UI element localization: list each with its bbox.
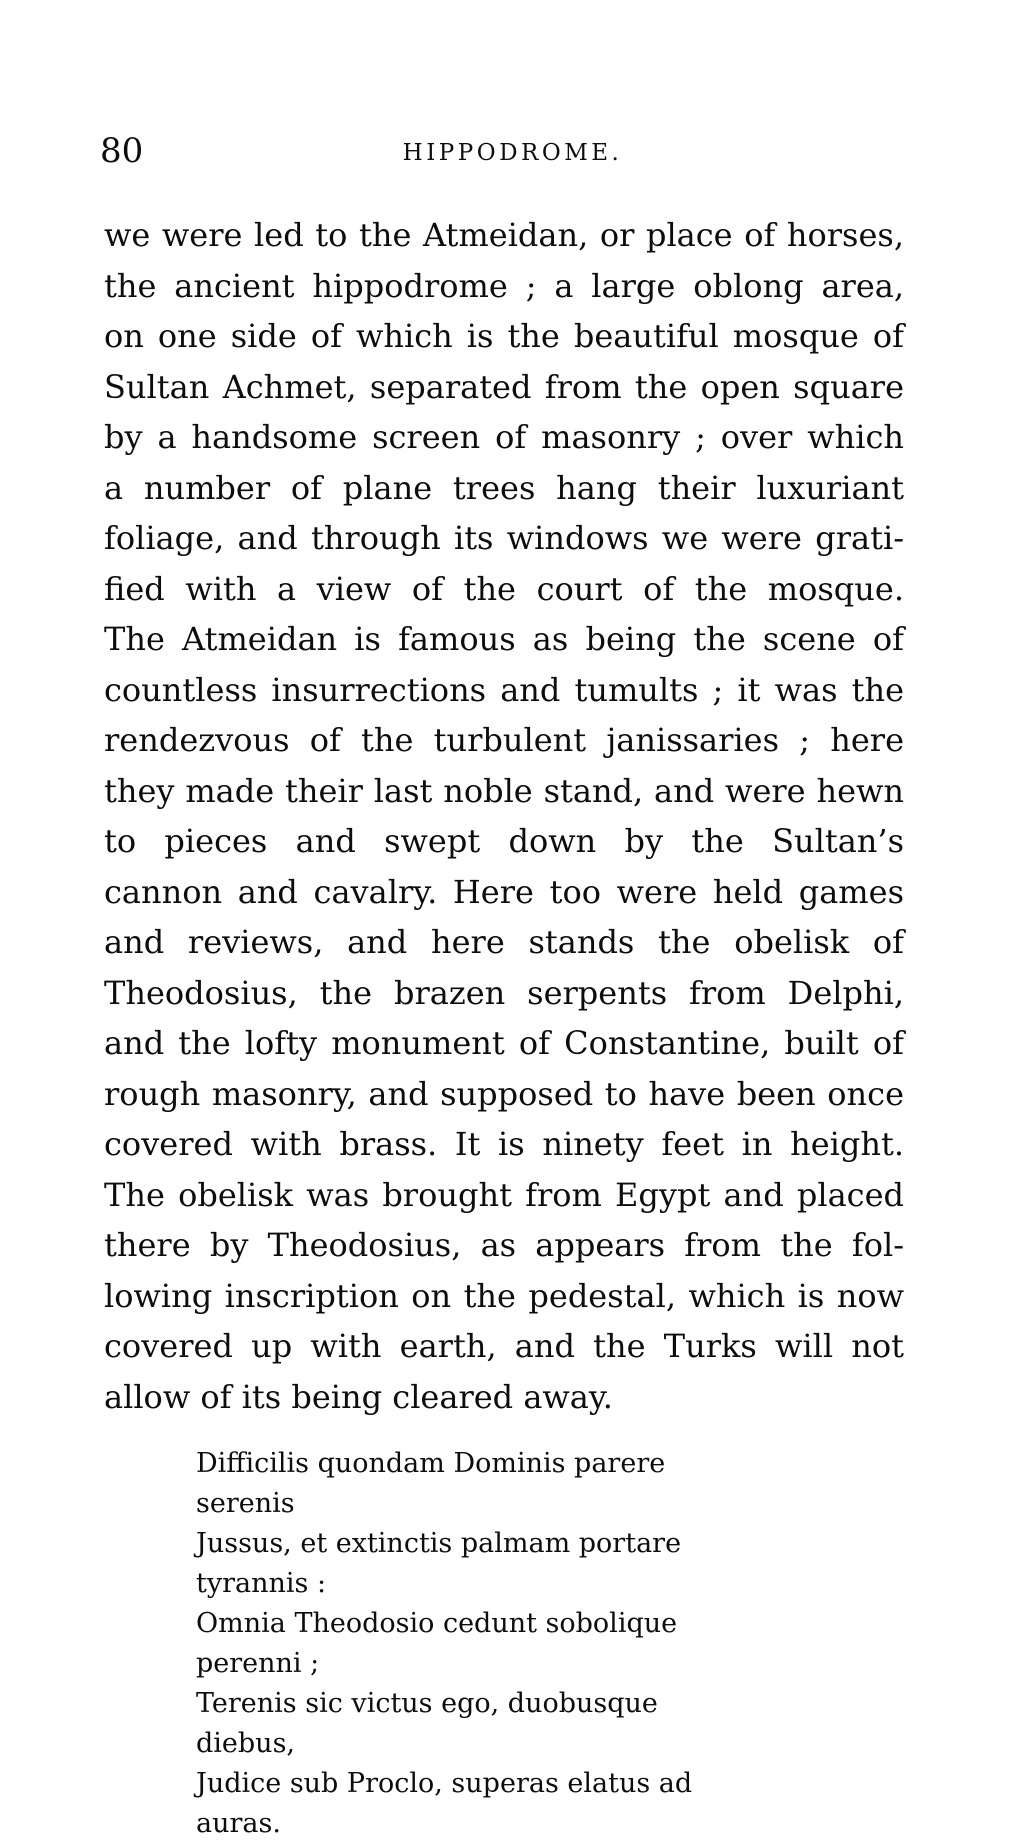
body-line: by a handsome screen of masonry ; over which: [104, 418, 904, 456]
body-line: covered with brass. It is ninety feet in height.: [104, 1125, 904, 1163]
verse-block: [196, 1444, 756, 1844]
body-text: [104, 210, 904, 1422]
body-line: The obelisk was brought from Egypt and placed: [104, 1175, 904, 1214]
body-line: rendezvous of the turbulent janissaries ; here: [104, 721, 904, 759]
body-line: foliage, and through its windows we were grati-: [104, 519, 904, 557]
body-line: there by Theodosius, as appears from the fol-: [104, 1226, 904, 1264]
body-line: to pieces and swept down by the Sultan’s: [104, 822, 904, 860]
body-line: Theodosius, the brazen serpents from Delphi,: [104, 973, 904, 1012]
body-line: and reviews, and here stands the obelisk of: [104, 923, 904, 961]
body-line: cannon and cavalry. Here too were held games: [104, 872, 904, 911]
body-line: and the lofty monument of Constantine, built of: [104, 1024, 904, 1062]
body-line: rough masonry, and supposed to have been once: [104, 1074, 904, 1113]
verse-line: Difficilis quondam Dominis parere serenis: [196, 1448, 666, 1519]
body-line: covered up with earth, and the Turks will not: [104, 1327, 904, 1365]
body-line: they made their last noble stand, and were hewn: [104, 771, 904, 810]
verse-line: Judice sub Proclo, superas elatus ad auras.: [196, 1768, 693, 1839]
body-line: Sultan Achmet, separated from the open square: [104, 367, 904, 406]
verse-line: Terenis sic victus ego, duobusque diebus,: [196, 1688, 658, 1759]
body-line: a number of plane trees hang their luxuriant: [104, 468, 904, 507]
verse-line: Omnia Theodosio cedunt sobolique perenni ;: [196, 1608, 678, 1679]
body-line: lowing inscription on the pedestal, which is now: [104, 1276, 904, 1315]
body-line: on one side of which is the beautiful mosque of: [104, 317, 904, 355]
body-line: allow of its being cleared away.: [104, 1377, 613, 1416]
page-number: 80: [100, 131, 144, 171]
body-line: the ancient hippodrome ; a large oblong area,: [104, 266, 904, 305]
body-line: fied with a view of the court of the mosque.: [104, 569, 904, 608]
running-header: HIPPODROME.: [402, 140, 623, 166]
verse-line: Jussus, et extinctis palmam portare tyrannis :: [196, 1528, 682, 1599]
body-line: countless insurrections and tumults ; it was the: [104, 670, 904, 709]
body-line: we were led to the Atmeidan, or place of horses,: [104, 216, 904, 254]
body-line: The Atmeidan is famous as being the scene of: [104, 620, 904, 658]
